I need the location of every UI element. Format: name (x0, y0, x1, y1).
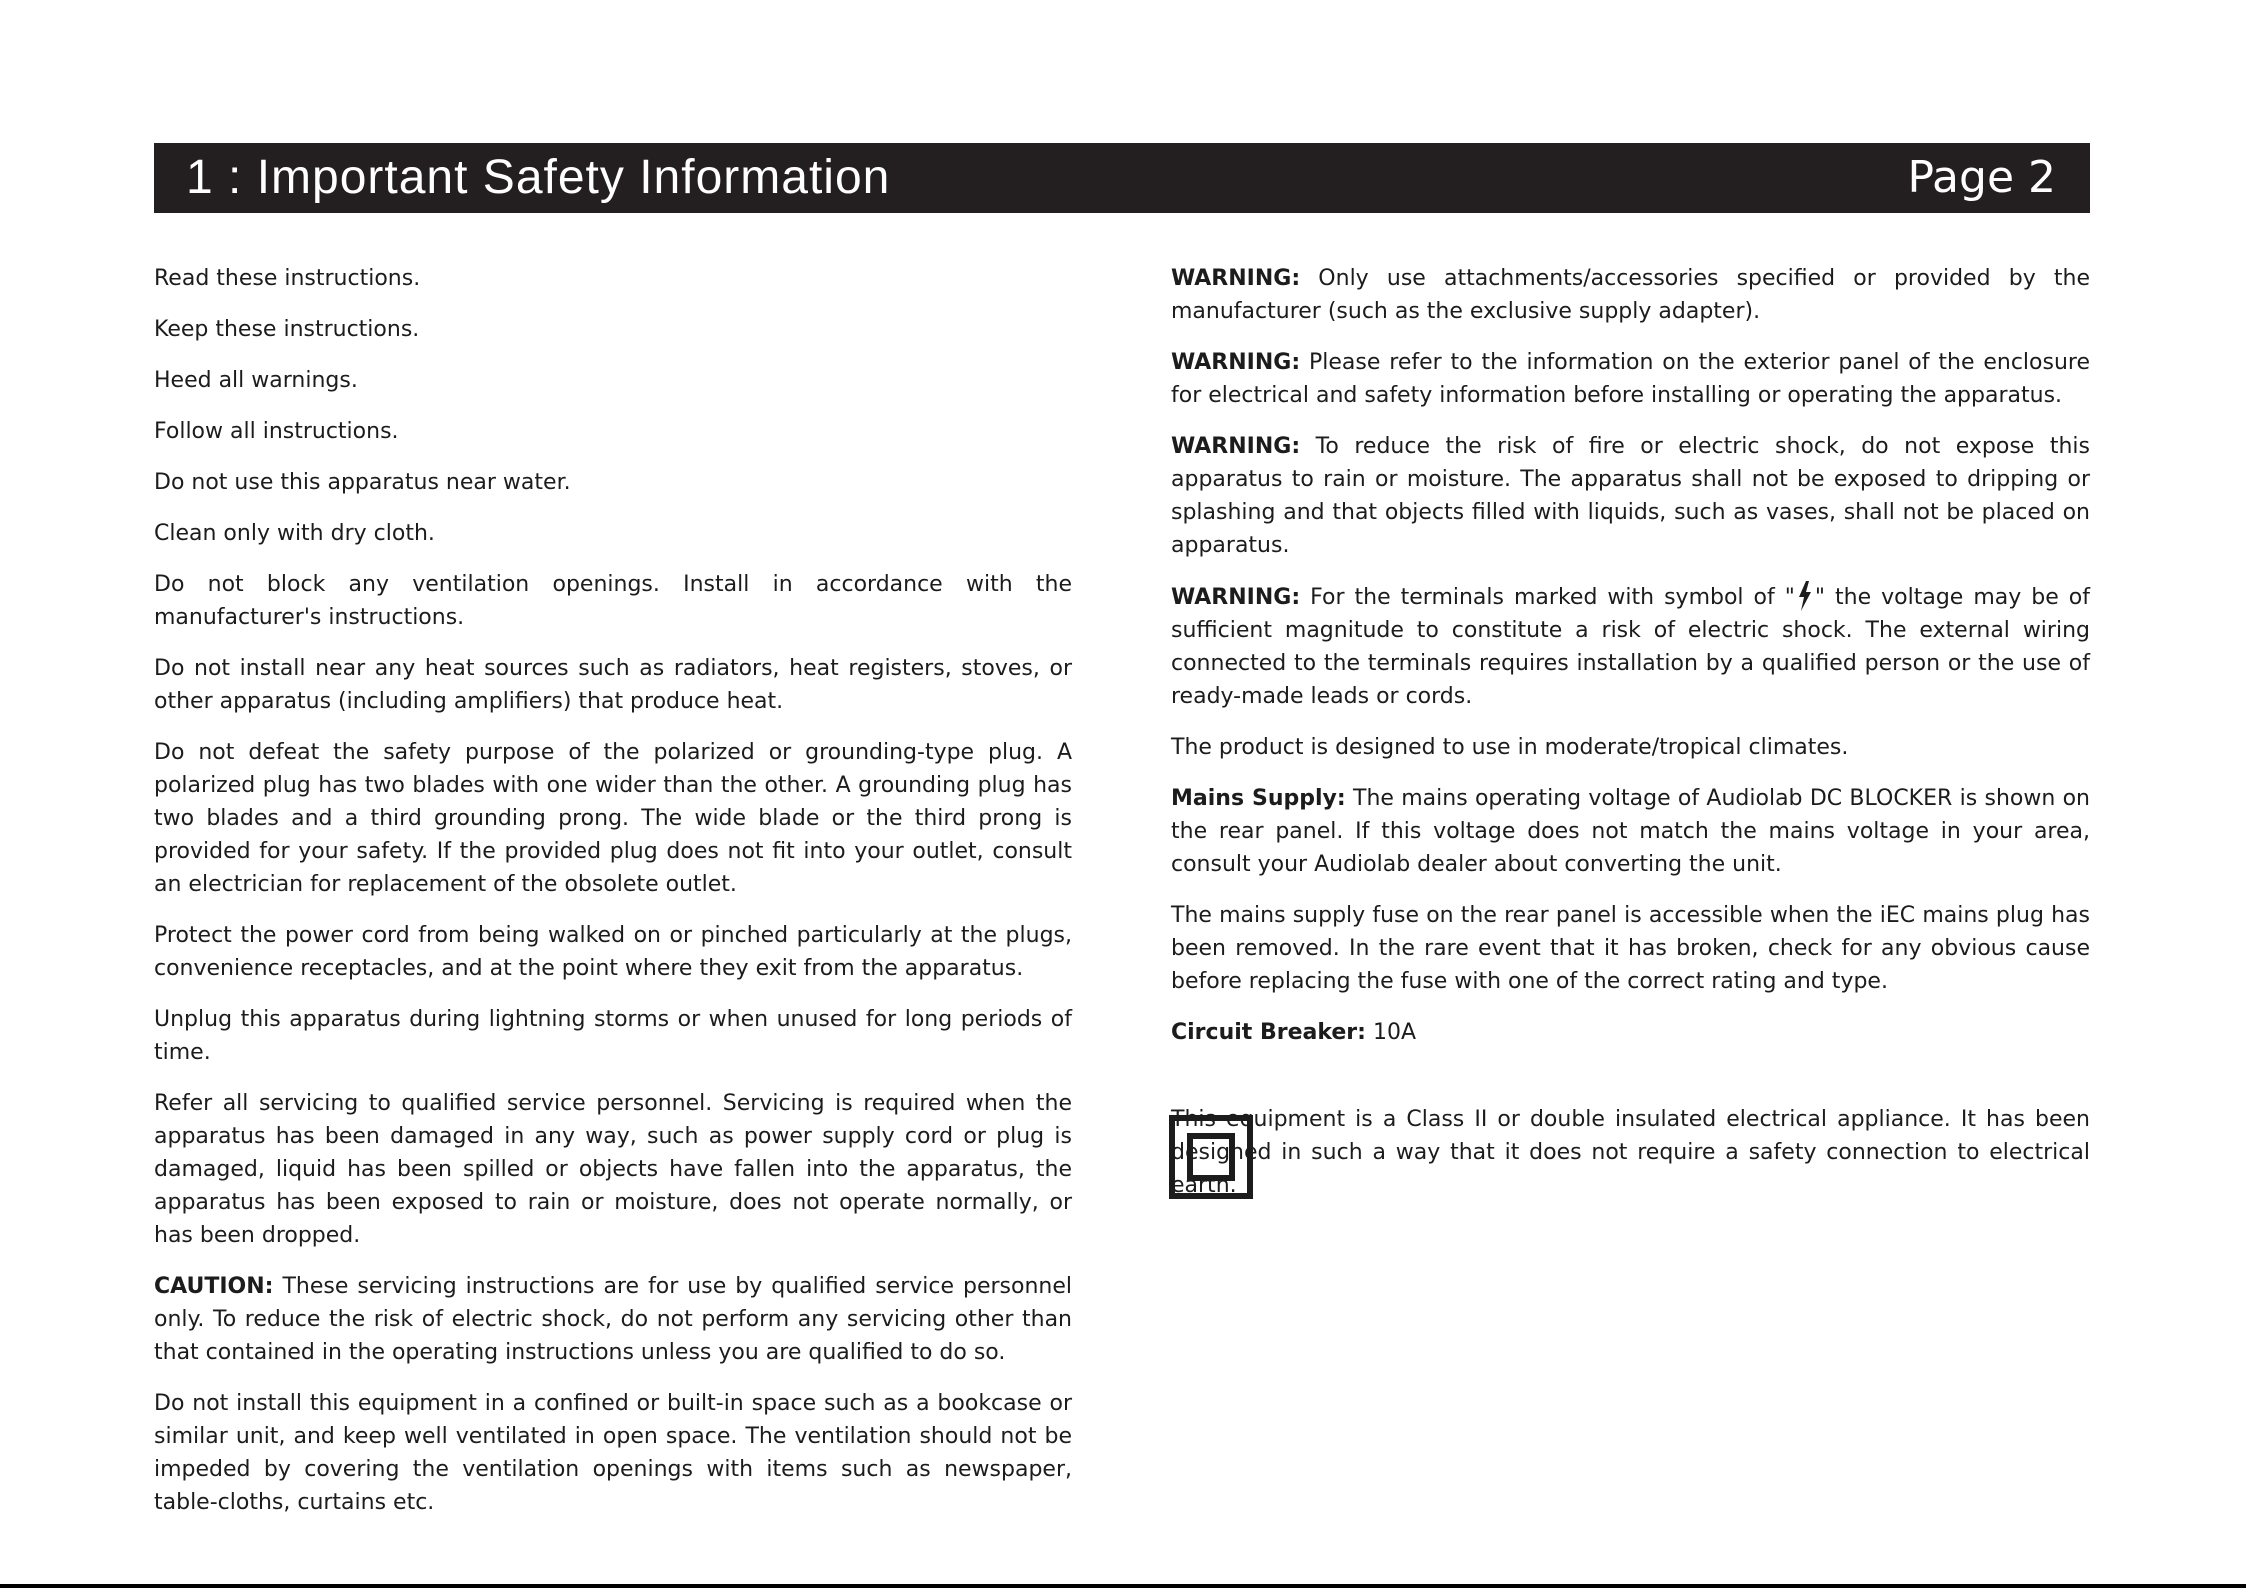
warning-text: To reduce the risk of fire or electric shock, do not expose this apparatus to rain or moisture. The apparatus shall not be exposed to dripping or splashing and that objects filled with liquids, such as vases, shall not be placed on apparatus. (1171, 434, 2090, 558)
warning-text: Only use attachments/accessories specified or provided by the manufacturer (such as the exclusive supply adapter). (1171, 266, 2090, 324)
mains-supply-label: Mains Supply: (1171, 786, 1346, 811)
warning-label: WARNING: (1171, 434, 1301, 459)
warning-label: WARNING: (1171, 266, 1301, 291)
instruction-unplug: Unplug this apparatus during lightning storms or when unused for long periods of time. (154, 1007, 1072, 1065)
instruction-power-cord: Protect the power cord from being walked on or pinched particularly at the plugs, convenience receptacles, and at the point where they exit from the apparatus. (154, 923, 1072, 981)
instruction-follow: Follow all instructions. (154, 419, 399, 444)
circuit-breaker-label: Circuit Breaker: (1171, 1020, 1366, 1045)
circuit-breaker-paragraph (1171, 1016, 2090, 1049)
page-number: Page 2 (1907, 152, 2056, 203)
instruction-ventilation: Do not block any ventilation openings. Install in accordance with the manufacturer's instructions. (154, 572, 1072, 630)
warning-label: WARNING: (1171, 350, 1301, 375)
warning-exterior-panel (1171, 346, 2090, 412)
class-ii-double-square-icon (1169, 1115, 1253, 1199)
instruction-heed: Heed all warnings. (154, 368, 358, 393)
lightning-bolt-icon (1797, 580, 1813, 612)
bottom-divider (0, 1584, 2246, 1588)
class-ii-text: This equipment is a Class II or double insulated electrical appliance. It has been designed in such a way that it does not require a safety connection to electrical earth. (1171, 1107, 2090, 1198)
warning-text: Please refer to the information on the exterior panel of the enclosure for electrical and safety information before installing or operating the apparatus. (1171, 350, 2090, 408)
section-title: 1 : Important Safety Information (186, 151, 891, 204)
mains-supply-paragraph (1171, 782, 2090, 881)
warning-label: WARNING: (1171, 585, 1301, 610)
circuit-breaker-value: 10A (1365, 1020, 1416, 1045)
instruction-read: Read these instructions. (154, 266, 421, 291)
caution-text: These servicing instructions are for use by qualified service personnel only. To reduce the risk of electric shock, do not perform any servicing other than that contained in the operating instructions unless you are qualified to do so. (154, 1274, 1072, 1365)
section-header-bar (154, 143, 2090, 213)
warning-text: For the terminals marked with symbol of " (1300, 585, 1795, 610)
instruction-water: Do not use this apparatus near water. (154, 470, 571, 495)
instruction-heat: Do not install near any heat sources such as radiators, heat registers, stoves, or other apparatus (including amplifiers) that produce heat. (154, 656, 1072, 714)
warning-accessories (1171, 262, 2090, 328)
instruction-servicing: Refer all servicing to qualified service personnel. Servicing is required when the apparatus has been damaged in any way, such as power supply cord or plug is damaged, liquid has been spilled or objects have fallen into the apparatus, the apparatus has been exposed to rain or moisture, does not operate normally, or has been dropped. (154, 1091, 1072, 1248)
mains-supply-text: The mains operating voltage of Audiolab DC BLOCKER is shown on the rear panel. If this voltage does not match the mains voltage in your area, consult your Audiolab dealer about converting the unit. (1171, 786, 2090, 877)
right-column (1171, 262, 2090, 1220)
instruction-confined-space: Do not install this equipment in a confined or built-in space such as a bookcase or similar unit, and keep well ventilated in open space. The ventilation should not be impeded by covering the ventilation openings with items such as newspaper, table-cloths, curtains etc. (154, 1391, 1072, 1515)
climate-note: The product is designed to use in moderate/tropical climates. (1171, 735, 1849, 760)
instruction-keep: Keep these instructions. (154, 317, 420, 342)
left-column (154, 262, 1072, 1537)
caution-paragraph (154, 1270, 1072, 1369)
warning-terminals (1171, 580, 2090, 713)
caution-label: CAUTION: (154, 1274, 274, 1299)
instruction-clean: Clean only with dry cloth. (154, 521, 435, 546)
fuse-paragraph: The mains supply fuse on the rear panel is accessible when the iEC mains plug has been removed. In the rare event that it has broken, check for any obvious cause before replacing the fuse with one of the correct rating and type. (1171, 903, 2090, 994)
warning-moisture (1171, 430, 2090, 562)
warning-text: " the voltage may be of sufficient magnitude to constitute a risk of electric shock. The external wiring connected to the terminals requires installation by a qualified person or the use of ready-made leads or cords. (1171, 585, 2090, 709)
instruction-plug: Do not defeat the safety purpose of the polarized or grounding-type plug. A polarized plug has two blades with one wider than the other. A grounding plug has two blades and a third grounding prong. The wide blade or the third prong is provided for your safety. If the provided plug does not fit into your outlet, consult an electrician for replacement of the obsolete outlet. (154, 740, 1072, 897)
class-ii-notice (1171, 1103, 2090, 1202)
